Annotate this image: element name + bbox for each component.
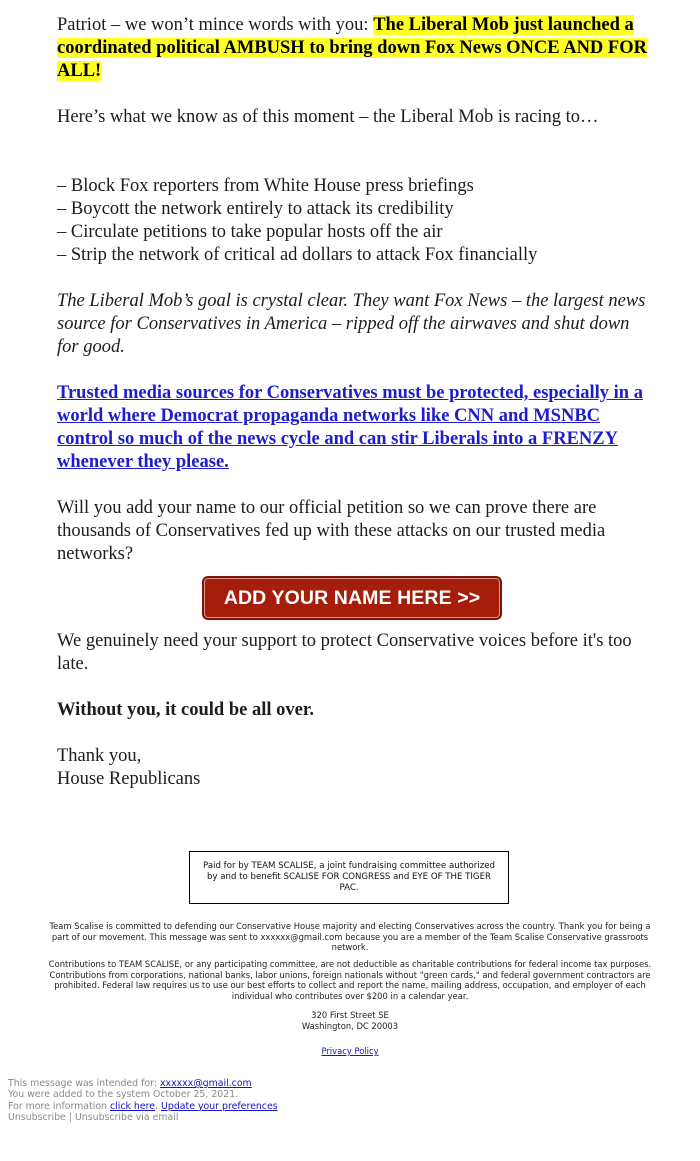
support-paragraph: We genuinely need your support to protect Conservative voices before it's too late.: [57, 631, 632, 674]
signoff: [57, 745, 647, 791]
signoff-sender: House Republicans: [57, 769, 201, 789]
pipe-separator: |: [65, 1111, 75, 1123]
address-line-2: Washington, DC 20003: [301, 1020, 399, 1031]
subscription-meta: [8, 1078, 278, 1123]
intro-paragraph: [57, 14, 647, 83]
without-paragraph: Without you, it could be all over.: [57, 700, 314, 720]
more-info-label: For more information: [8, 1100, 110, 1112]
address-line-1: 320 First Street SE: [311, 1010, 389, 1020]
petition-paragraph: Will you add your name to our official petition so we can prove there are thousands of Conservatives fed up with these attacks on our trusted media networks?: [57, 498, 606, 564]
bullet-item: – Circulate petitions to take popular hosts off the air: [57, 222, 443, 242]
goal-paragraph: The Liberal Mob’s goal is crystal clear. They want Fox News – the largest news source for Conservatives in America – ripped off the airwaves and shut down for good.: [57, 291, 646, 357]
more-info-line: [8, 1101, 278, 1112]
footer-address: [48, 1010, 652, 1031]
bullet-item: – Strip the network of critical ad dollars to attack Fox financially: [57, 245, 538, 265]
click-here-link[interactable]: click here: [109, 1100, 156, 1112]
footer-contributions: Contributions to TEAM SCALISE, or any participating committee, are not deductible as charitable contributions for federal income tax purposes. Contributions from corporations, national banks, labor unions, foreign nationals without "green cards," and federal government contractors are prohibited. Federal law requires us to use our best efforts to collect and report the name, mailing address, occupation, and employer of each individual who contributes over $200 in a calendar year.: [48, 959, 652, 1001]
unsubscribe-link[interactable]: Unsubscribe: [8, 1111, 66, 1123]
separator: .: [155, 1100, 162, 1112]
footer-privacy: [48, 1046, 652, 1057]
trusted-media-link[interactable]: Trusted media sources for Conservatives must be protected, especially in a world where Democrat propaganda networks like CNN and MSNBC control so much of the news cycle and can stir Liberals into a FRENZY whenever they please.: [57, 383, 643, 472]
paid-for-box: Paid for by TEAM SCALISE, a joint fundraising committee authorized by and to benefit SCALISE FOR CONGRESS and EYE OF THE TIGER PAC.: [189, 851, 509, 904]
cta-container: [57, 576, 647, 620]
unsubscribe-email-link[interactable]: Unsubscribe via email: [74, 1111, 179, 1123]
update-preferences-link[interactable]: Update your preferences: [161, 1100, 278, 1112]
bullet-list: [57, 175, 647, 267]
know-paragraph: Here’s what we know as of this moment – the Liberal Mob is racing to…: [57, 107, 599, 127]
intended-label: This message was intended for:: [8, 1078, 160, 1089]
bullet-item: – Boycott the network entirely to attack its credibility: [57, 199, 454, 219]
intro-highlight: The Liberal Mob just launched a coordinated political AMBUSH to bring down Fox News ONCE AND FOR ALL!: [57, 15, 647, 81]
privacy-policy-link[interactable]: Privacy Policy: [321, 1046, 379, 1056]
signoff-thanks: Thank you,: [57, 746, 142, 766]
intended-email-link[interactable]: xxxxxx@gmail.com: [159, 1078, 252, 1089]
bullet-item: – Block Fox reporters from White House press briefings: [57, 176, 474, 196]
intro-lead: Patriot – we won’t mince words with you:: [57, 15, 374, 35]
add-your-name-button[interactable]: ADD YOUR NAME HERE >>: [202, 576, 502, 620]
unsubscribe-line: [8, 1112, 278, 1123]
intended-line: [8, 1078, 278, 1089]
footer-commitment: Team Scalise is committed to defending our Conservative House majority and electing Conservatives across the country. Thank you for being a part of our movement. This message was sent to xxxxxx@gmail.com because you are a member of the Team Scalise Conservative grassroots network.: [49, 921, 651, 952]
email-body: [57, 14, 647, 791]
added-line: You were added to the system October 25, 2021.: [8, 1089, 239, 1101]
